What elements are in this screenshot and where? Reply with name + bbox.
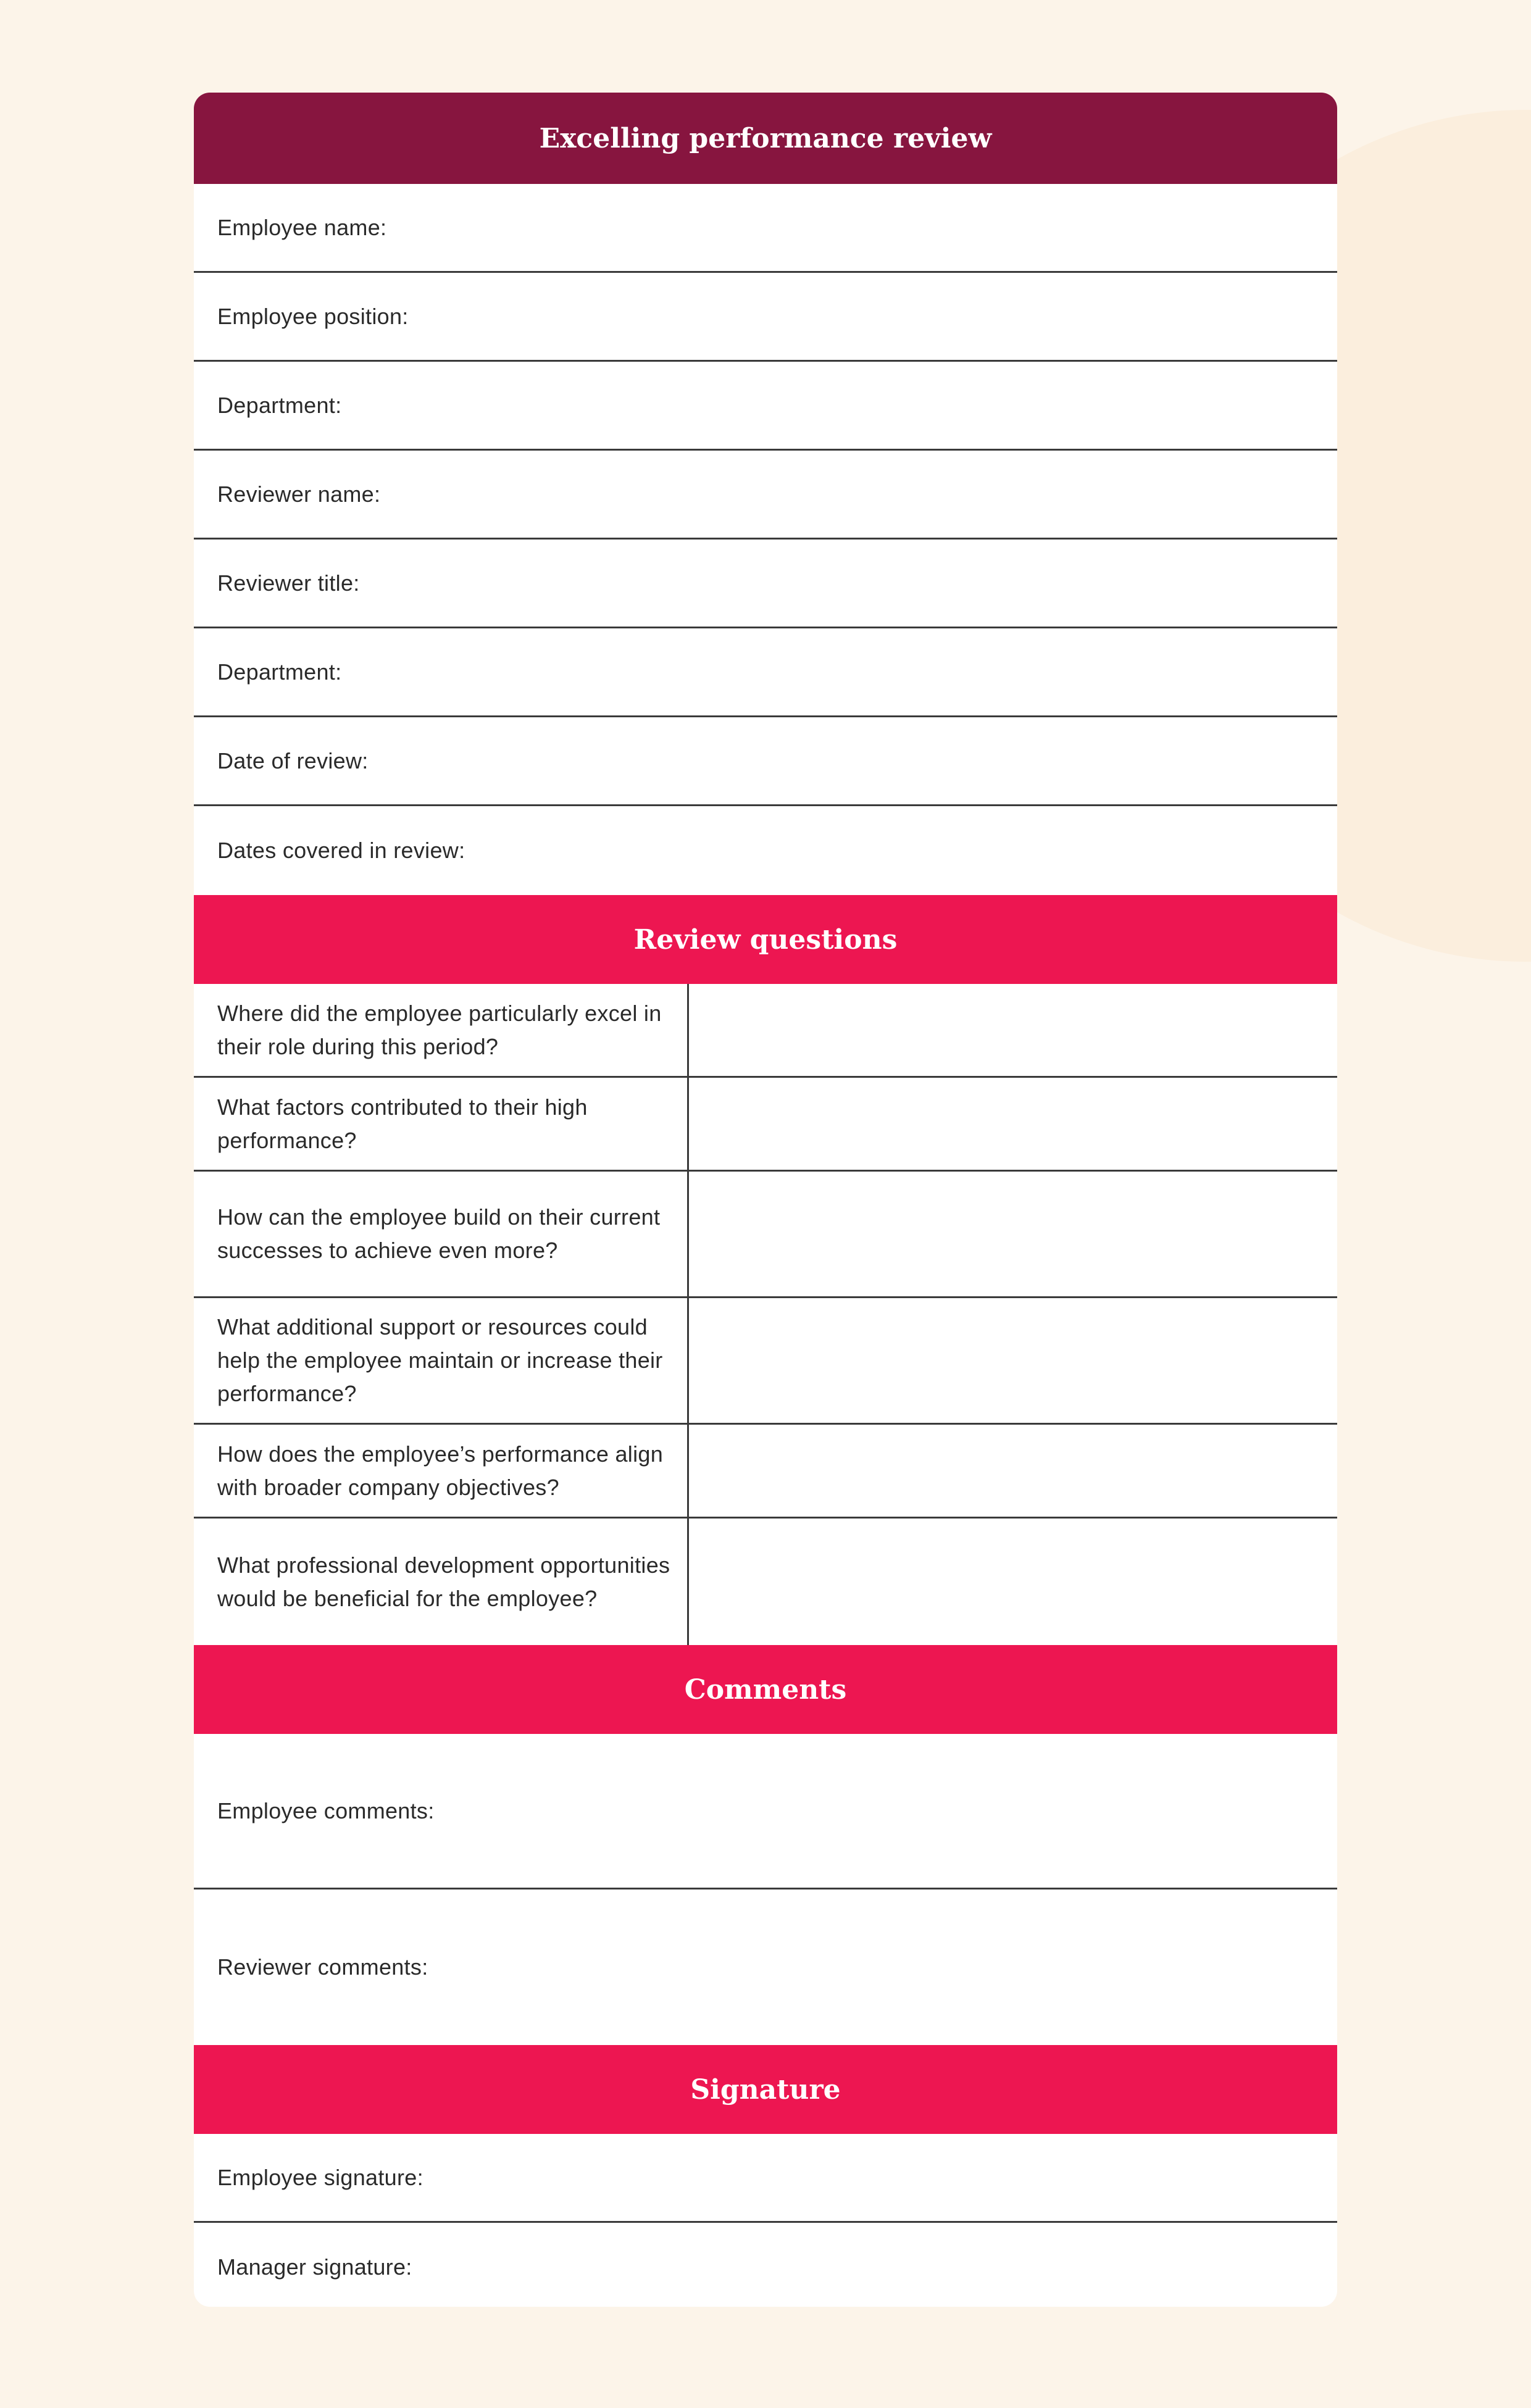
question-row (194, 984, 1337, 1078)
question-row (194, 1298, 1337, 1425)
field-employee-department[interactable]: Department: (194, 362, 1337, 451)
field-reviewer-title[interactable]: Reviewer title: (194, 540, 1337, 628)
form-title: Excelling performance review (194, 93, 1337, 184)
section-comments: Comments (194, 1645, 1337, 1734)
question-text: What professional development opportunities would be beneficial for the employee? (194, 1519, 689, 1645)
field-employee-signature[interactable]: Employee signature: (194, 2134, 1337, 2223)
question-text: What additional support or resources could help the employee maintain or increase their performance? (194, 1298, 689, 1423)
answer-cell[interactable] (689, 1425, 1337, 1517)
answer-cell[interactable] (689, 1298, 1337, 1423)
field-reviewer-name[interactable]: Reviewer name: (194, 451, 1337, 540)
question-row (194, 1078, 1337, 1172)
question-text: How can the employee build on their current successes to achieve even more? (194, 1172, 689, 1296)
field-employee-position[interactable]: Employee position: (194, 273, 1337, 362)
question-row (194, 1425, 1337, 1519)
field-reviewer-comments[interactable]: Reviewer comments: (217, 1954, 428, 1980)
question-text: How does the employee’s performance align with broader company objectives? (194, 1425, 689, 1517)
answer-cell[interactable] (689, 984, 1337, 1076)
answer-cell[interactable] (689, 1519, 1337, 1645)
field-reviewer-department[interactable]: Department: (194, 628, 1337, 717)
question-text: Where did the employee particularly excel in their role during this period? (194, 984, 689, 1076)
review-form (194, 93, 1337, 2307)
field-manager-signature[interactable]: Manager signature: (217, 2254, 412, 2280)
field-employee-comments[interactable]: Employee comments: (194, 1734, 1337, 1889)
field-dates-covered[interactable]: Dates covered in review: (217, 838, 465, 863)
answer-cell[interactable] (689, 1078, 1337, 1170)
field-employee-name[interactable]: Employee name: (194, 184, 1337, 273)
field-date-of-review[interactable]: Date of review: (194, 717, 1337, 806)
answer-cell[interactable] (689, 1172, 1337, 1296)
section-review-questions: Review questions (194, 895, 1337, 984)
question-text: What factors contributed to their high performance? (194, 1078, 689, 1170)
question-row (194, 1172, 1337, 1298)
section-signature: Signature (194, 2045, 1337, 2134)
question-row (194, 1519, 1337, 1645)
